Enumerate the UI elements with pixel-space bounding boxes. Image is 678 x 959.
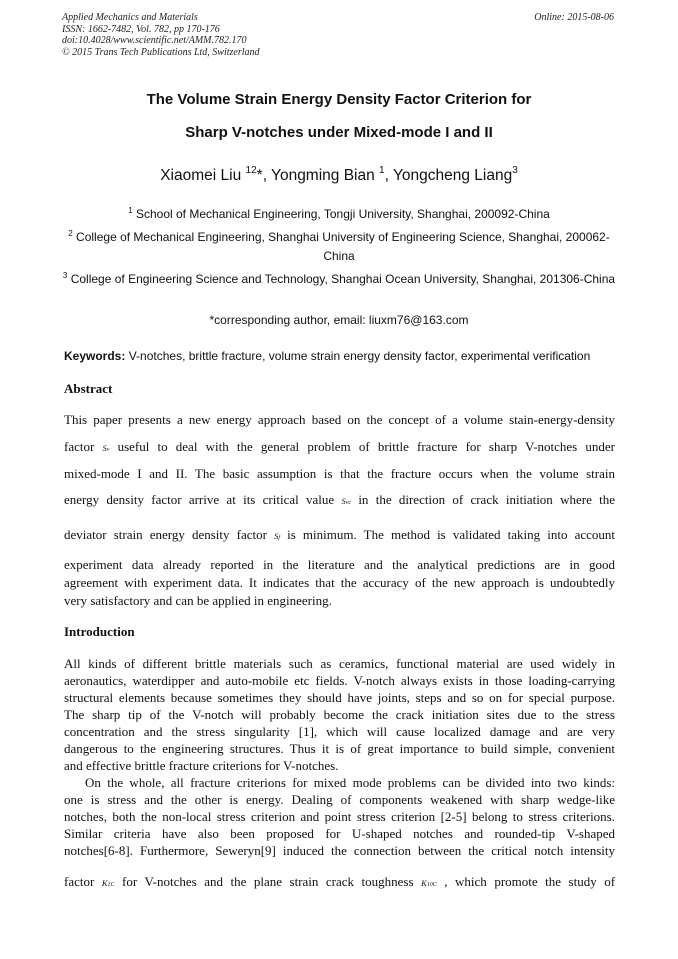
intro-line: notches, both the non-local stress criterion and point stress criterion [2-5] belong to stress criterions. (64, 809, 615, 824)
abstract-text: is minimum. The method is validated taking into account (287, 527, 616, 542)
abstract-heading: Abstract (64, 381, 113, 396)
affiliation-mark: 1 (128, 206, 133, 215)
author-affiliation-mark: 3 (512, 165, 518, 176)
intro-line: On the whole, all fracture criterions for mixed mode problems can be divided into two kinds: (85, 775, 615, 790)
intro-line: concentration and the stress singularity [1], which will cause localized damage and are very (64, 724, 615, 739)
author-name: Yongming Bian (271, 167, 375, 184)
keywords-text: V-notches, brittle fracture, volume strain energy density factor, experimental verification (128, 349, 591, 363)
intro-line: The sharp tip of the V-notch will probably become the crack initiation sites due to the stress (64, 707, 615, 722)
abstract-line: very satisfactory and can be applied in engineering. (64, 593, 332, 608)
copyright-line: © 2015 Trans Tech Publications Ltd, Switzerland (62, 46, 260, 58)
abstract-text: deviator strain energy density factor (64, 527, 267, 542)
abstract-text: factor (64, 439, 95, 454)
intro-line: aeronautics, waterdipper and auto-mobile etc fields. V-notch always exists in those loading-carrying (64, 673, 615, 688)
journal-name: Applied Mechanics and Materials (62, 12, 198, 23)
author-separator: , (384, 167, 393, 184)
intro-text: , which promote the study of (444, 874, 616, 889)
symbol-k1c: K1C (101, 878, 115, 888)
symbol-sf: Sf (274, 531, 281, 541)
abstract-text: energy density factor arrive at its critical value (64, 492, 335, 507)
affiliation-text: College of Engineering Science and Technology, Shanghai Ocean University, Shanghai, 201306-China (70, 272, 616, 286)
symbol-svc: Svc (341, 496, 352, 506)
symbol-sv: Sv (102, 443, 110, 453)
intro-line: and effective brittle fracture criterions for V-notches. (64, 758, 339, 773)
abstract-line: This paper presents a new energy approach based on the concept of a volume stain-energy-density (64, 412, 615, 427)
affiliation-1 (60, 201, 618, 224)
affiliation-2 (60, 224, 618, 266)
paper-title-line-1: The Volume Strain Energy Density Factor Criterion for (146, 91, 532, 108)
symbol-k10c: K10C (421, 878, 437, 888)
abstract-line: agreement with experiment data. It indicates that the accuracy of the new approach is undoubtedly (64, 575, 615, 590)
paper-title-line-2: Sharp V-notches under Mixed-mode I and II (185, 124, 493, 141)
author-name: Xiaomei Liu (160, 167, 242, 184)
affiliation-text: School of Mechanical Engineering, Tongji University, Shanghai, 200092-China (135, 207, 550, 221)
affiliation-text: College of Mechanical Engineering, Shanghai University of Engineering Science, Shanghai, 200062-China (76, 230, 610, 263)
journal-header (62, 12, 260, 58)
affiliation-3 (60, 266, 618, 289)
doi-line: doi:10.4028/www.scientific.net/AMM.782.170 (62, 35, 247, 46)
author-affiliation-mark: 12 (245, 165, 257, 176)
intro-text: factor (64, 874, 95, 889)
keywords (64, 349, 624, 363)
author-affiliation-mark: 1 (379, 165, 385, 176)
corresponding-author: *corresponding author, email: liuxm76@163.com (209, 313, 469, 327)
abstract-line (64, 492, 615, 508)
intro-line: one is stress and the other is energy. Dealing of components weakened with sharp wedge-like (64, 792, 615, 807)
intro-line: notches[6-8]. Furthermore, Seweryn[9] induced the connection between the critical notch intensity (64, 843, 615, 858)
author-name: Yongcheng Liang (392, 167, 513, 184)
intro-line: structural elements because sometimes they should have joints, steps and so on for special purpose. (64, 690, 615, 705)
affiliation-mark: 3 (62, 271, 68, 280)
abstract-line: experiment data already reported in the literature and the analytical predictions are in good (64, 557, 615, 572)
abstract-line (64, 439, 615, 455)
issn-line: ISSN: 1662-7482, Vol. 782, pp 170-176 (62, 23, 220, 35)
intro-line: dangerous to the engineering structures. Thus it is of great importance to build simple, convenient (64, 741, 615, 756)
abstract-text: useful to deal with the general problem of brittle fracture for sharp V-notches under (117, 439, 616, 454)
keywords-label: Keywords: (64, 349, 126, 363)
author-list (0, 165, 678, 185)
intro-line (64, 874, 615, 890)
intro-text: for V-notches and the plane strain crack toughness (122, 874, 414, 889)
affiliation-mark: 2 (68, 229, 73, 238)
abstract-line: mixed-mode I and II. The basic assumption is that the fracture occurs when the volume strain (64, 466, 615, 481)
abstract-text: in the direction of crack initiation where the (358, 492, 616, 507)
intro-line: Similar criteria have also been proposed for U-shaped notches and rounded-tip V-shaped (64, 826, 615, 841)
introduction-heading: Introduction (64, 624, 135, 639)
author-separator: *, (256, 167, 272, 184)
abstract-line (64, 527, 615, 543)
online-date: Online: 2015-08-06 (534, 12, 614, 23)
intro-line: All kinds of different brittle materials such as ceramics, functional material are used widely in (64, 656, 615, 671)
